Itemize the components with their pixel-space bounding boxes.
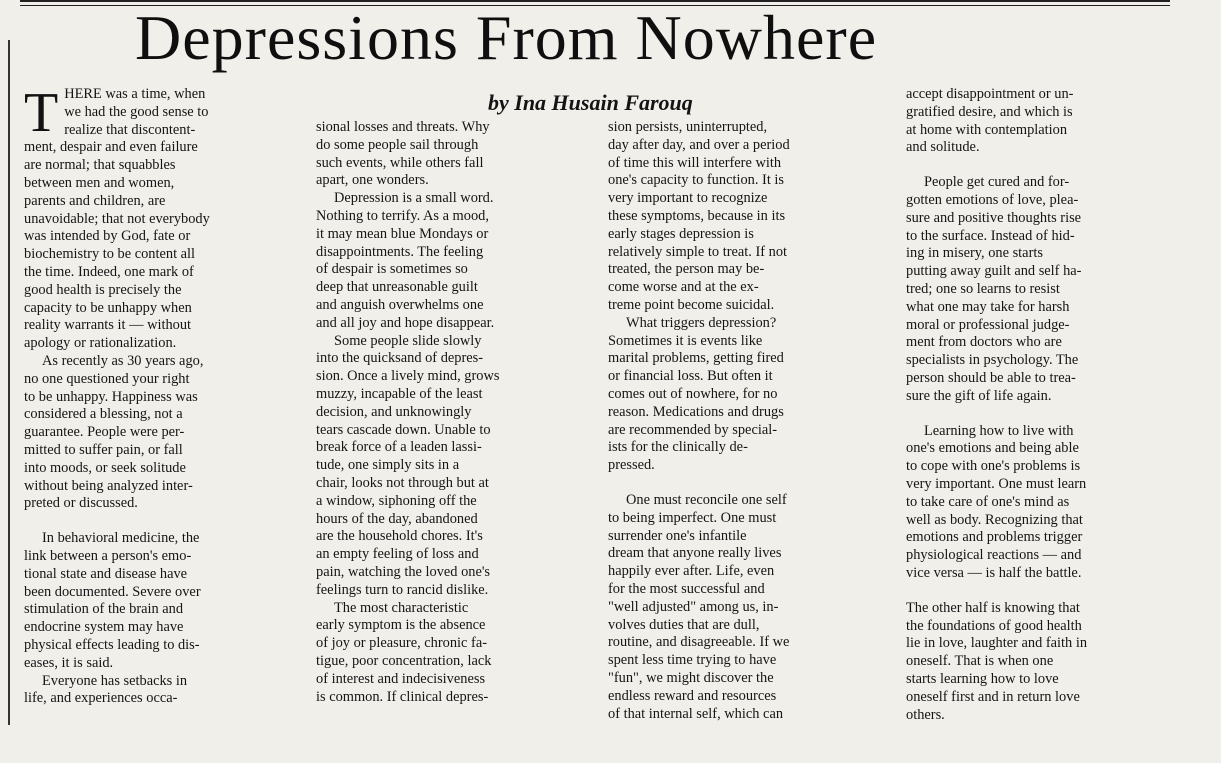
paragraph: Some people slide slowly into the quicksand of depres- sion. Once a lively mind, grows muzzy, incapable of the least decision, and unknowingly tears cascade down. Unable to break force of a leaden lassi- tude, one simply sits in a chair, looks not through but at a window, siphoning off the hours of the day, abandoned are the household chores. It's an empty feeling of loss and pain, watching the loved one's feelings turn to rancid dislike. [316, 332, 500, 598]
paragraph: Depression is a small word. Nothing to terrify. As a mood, it may mean blue Mondays or disappointments. The feeling of despair is sometimes so deep that unreasonable guilt and anguish overwhelms one and all joy and hope disappear. [316, 190, 495, 331]
paragraph: People get cured and for- gotten emotions of love, plea- sure and positive thoughts rise to the surface. Instead of hid- ing in misery, one starts putting away guilt and self ha- tred; one so learns to resist what one may take for harsh moral or professional judge- ment from doctors who are specialists in psychology. The person should be able to trea- sure the gift of life again. [906, 174, 1082, 404]
opening-paragraph [24, 82, 294, 353]
column-4 [906, 86, 1178, 724]
paragraph: In behavioral medicine, the link between a person's emo- tional state and disease have been documented. Severe over stimulation of the brain and endocrine system may have physical effects leading to dis- eases, it is said. [24, 530, 201, 671]
byline: by Ina Husain Farouq [488, 90, 693, 115]
paragraph: As recently as 30 years ago, no one questioned your right to be unhappy. Happiness was considered a blessing, not a guarantee. People were per- mitted to suffer pain, or fall into moods, or seek solitude without being analyzed inter- preted or discussed. [24, 352, 204, 512]
paragraph: sional losses and threats. Why do some people sail through such events, while others fall apart, one wonders. [316, 119, 490, 189]
paragraph: The most characteristic early symptom is the absence of joy or pleasure, chronic fa- tigue, poor concentration, lack of interest and indecisiveness is common. If clinical depres- [316, 599, 492, 705]
paragraph: What triggers depression? Sometimes it is events like marital problems, getting fired or financial loss. But often it comes out of nowhere, for no reason. Medications and drugs are recommended by special- ists for the clinically de- pressed. [608, 314, 784, 474]
headline: Depressions From Nowhere [135, 2, 878, 73]
paragraph: accept disappointment or un- gratified desire, and which is at home with contemplation and solitude. [906, 86, 1074, 156]
paragraph: sion persists, uninterrupted, day after day, and over a period of time this will interfere with one's capacity to function. It is very important to recognize these symptoms, because in its early stages depression is relatively simple to treat. If not treated, the person may be- come worse and at the ex- treme point become suicidal. [608, 119, 790, 313]
paragraph: One must reconcile one self to being imperfect. One must surrender one's infantile dream that anyone really lives happily ever after. Life, even for the most successful and "well adjusted" among us, in- volves duties that are dull, routine, and disagreeable. If we spent less time trying to have "fun", we might discover the endless reward and resources of that internal self, which can [608, 491, 790, 722]
paragraph: Learning how to live with one's emotions and being able to cope with one's problems is very important. One must learn to take care of one's mind as well as body. Recognizing that emotions and problems trigger physiological reactions — and vice versa — is half the battle. [906, 422, 1087, 581]
column-1 [24, 82, 294, 708]
drop-cap: T [24, 82, 59, 144]
column-3 [608, 119, 880, 723]
column-2 [316, 119, 586, 706]
paragraph: The other half is knowing that the foundations of good health lie in love, laughter and faith in oneself. That is when one starts learning how to love oneself first and in return love others. [906, 599, 1088, 723]
left-rule [8, 40, 10, 725]
paragraph: HERE was a time, when we had the good sense to realize that discontent- ment, despair and even failure are normal; that squabbles between men and women, parents and children, are unavoidable; that not everybody was intended by God, fate or biochemistry to be content all the time. Indeed, one mark of good health is precisely the capacity to be unhappy when reality warrants it — without apology or rationalization. [24, 86, 210, 352]
paragraph: Everyone has setbacks in life, and experiences occa- [24, 672, 188, 707]
